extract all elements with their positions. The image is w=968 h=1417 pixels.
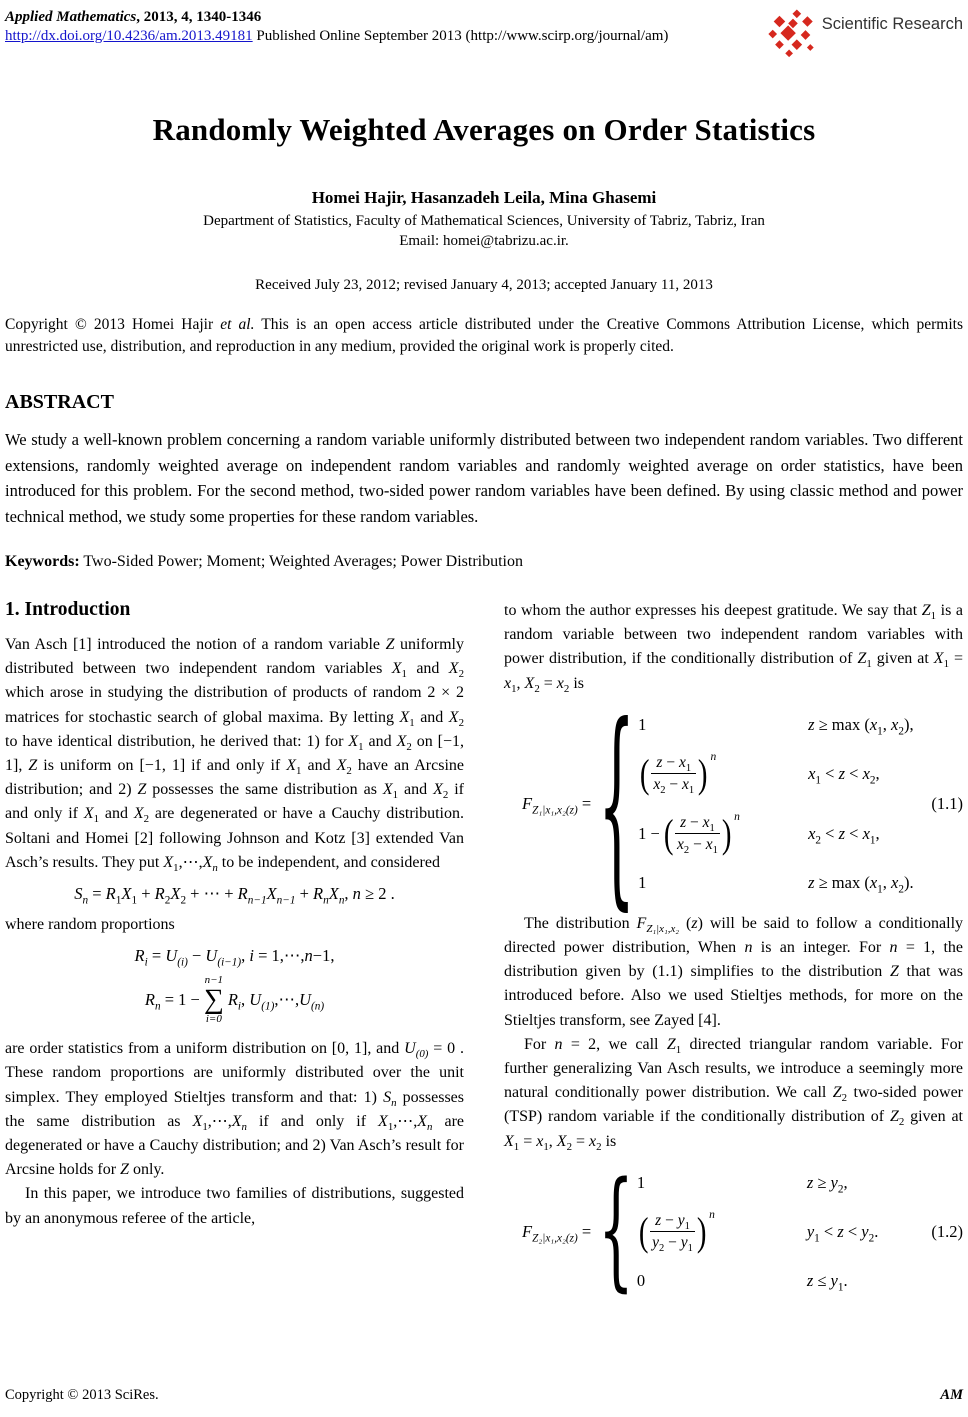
right-paragraph-3: For n = 2, we call $Z_1$ directed triangular random variable. For further generalizing Van Asch results, we introduce a seemingly more natural conditionally power distribution. We call $Z_2$ two-sided power (TSP) random variable if the conditionally distribution of $Z_2$ given at $X_1 = x_1$, $X_2 = x_2$ is (504, 1035, 964, 1153)
case-row: 0 $z \le y_1$. (636, 1270, 848, 1294)
summation-symbol (204, 975, 224, 1025)
footer-copyright: Copyright © 2013 SciRes. (5, 1387, 159, 1403)
right-column (504, 599, 963, 1310)
left-brace-icon: { (598, 1155, 634, 1306)
intro-paragraph-2: where random proportions (5, 916, 175, 934)
section-heading-introduction: 1. Introduction (5, 599, 131, 620)
affiliation: Department of Statistics, Faculty of Mathematical Sciences, University of Tabriz, Tabriz, Iran (203, 213, 765, 229)
equation-ri: $R_i = U_{(i)} - U_{(i-1)}$, i = 1,⋯,n−1, (134, 946, 335, 969)
equation-1-2-lhs: $F_{Z_2|x_1,x_2(z)}$ = (522, 1221, 592, 1245)
scirp-diamonds-icon (765, 8, 819, 62)
exponent: n (709, 1208, 715, 1221)
fraction: $\frac{z - y_1}{y_2 - y_1}$ (652, 1211, 693, 1255)
case-row: ( $\frac{z - y_1}{y_2 - y_1}$ ) n $y_1 < z < y_2$. (638, 1208, 879, 1255)
fraction: $\frac{z - x_1}{x_2 - x_1}$ (653, 753, 695, 797)
publisher-name-line2: Research (892, 15, 963, 33)
left-brace-icon: { (598, 678, 636, 930)
publisher-name (822, 15, 963, 62)
page-header (5, 8, 963, 62)
published-online: Published Online September 2013 (http://www.scirp.org/journal/am) (252, 28, 669, 44)
publisher-name-line1: Scientific (821, 15, 888, 33)
equation-sn: $S_n = R_1X_1 + R_2X_2$ + ⋯ + $R_{n-1}X_{n-1} + R_nX_n$, n ≥ 2 . (74, 884, 395, 907)
left-column (5, 599, 464, 1310)
two-column-body (5, 599, 963, 1310)
case-row: ( $\frac{z - x_1}{x_2 - x_1}$ ) n $x_1 < z < x_2$, (639, 750, 880, 797)
sigma-icon: ∑ (203, 984, 224, 1016)
email: Email: homei@tabrizu.ac.ir. (399, 233, 569, 249)
footer-journal-abbrev: AM (940, 1387, 963, 1403)
intro-paragraph-3: are order statistics from a uniform distribution on [0, 1], and $U_{(0)} = 0$ . These random proportions are uniformly distributed over the unit simplex. They employed Stieltjes transform and that: 1) $S_n$ possesses the same distribution as $X_1,\cdots,X_n$ if and only if $X_1,\cdots,X_n$ are degenerated or have a Cauchy distribution; and 2) Van Asch’s result for Arcsine holds for Z only. (5, 1040, 465, 1179)
right-paragraph-1: to whom the author expresses his deepest gratitude. We say that $Z_1$ is a random variable between two independent random variables with power distribution, if the conditionally distribution of $Z_1$ given at $X_1 = x_1$, $X_2 = x_2$ is (504, 602, 964, 695)
keywords-line (5, 553, 963, 571)
journal-citation: Applied Mathematics, 2013, 4, 1340-1346 (5, 9, 262, 25)
case-row: 1 $z \ge \max (x_1$, $x_2$). (638, 872, 914, 896)
sum-lower-limit: i=0 (205, 1013, 222, 1026)
exponent: n (710, 750, 717, 763)
equation-1-2-cases (637, 1164, 879, 1300)
copyright-notice: Copyright © 2013 Homei Hajir et al. This is an open access article distributed under the Creative Commons Attribution License, which permits unrestricted use, distribution, and reproduction in any medium, provided the original work is properly cited. (5, 316, 963, 355)
intro-paragraph-1: Van Asch [1] introduced the notion of a random variable Z uniformly distributed between two independent random variables $X_1$ and $X_2$ which arose in studying the distribution of products of random 2 × 2 matrices for stochastic search of global maxima. By letting $X_1$ and $X_2$ to have identical distribution, he derived that: 1) for $X_1$ and $X_2$ on [−1, 1], Z is uniform on [−1, 1] if and only if $X_1$ and $X_2$ have an Arcsine distribution; and 2) Z possesses the same distribution as $X_1$ and $X_2$ if and only if $X_1$ and $X_2$ are degenerated or have a Cauchy distribution. Soltani and Homei [2] following Johnson and Kotz [3] extended Van Asch’s results. They put $X_1,\cdots,X_n$ to be independent, and considered (5, 636, 465, 875)
sum-upper-limit: n−1 (204, 974, 224, 987)
abstract-heading: ABSTRACT (5, 391, 114, 413)
keywords-label: Keywords: (5, 553, 80, 570)
equation-1-2 (504, 1155, 963, 1306)
equation-rn-left: $R_n = 1$ − (144, 990, 200, 1013)
keywords-list: Two-Sided Power; Moment; Weighted Averages; Power Distribution (79, 553, 523, 570)
equation-1-1-cases (638, 706, 914, 902)
intro-paragraph-4: In this paper, we introduce two families of distributions, suggested by an anonymous referee of the article, (5, 1185, 464, 1227)
doi-link[interactable]: http://dx.doi.org/10.4236/am.2013.49181 (5, 28, 253, 44)
equation-1-1-lhs: $F_{Z_1|x_1,x_2(z)}$ = (522, 793, 592, 817)
equation-rn-right: $R_i$, $U_{(1)},\cdots,U_{(n)}$ (227, 990, 325, 1013)
case-row: 1 $z \ge y_2$, (636, 1172, 848, 1196)
page-footer (5, 1387, 963, 1404)
authors: Homei Hajir, Hasanzadeh Leila, Mina Ghasemi (311, 188, 657, 207)
publisher-logo (765, 8, 963, 62)
case-row: 1 $z \ge \max (x_1$, $x_2$), (638, 714, 914, 738)
received-dates: Received July 23, 2012; revised January 4, 2013; accepted January 11, 2013 (255, 277, 713, 293)
equation-1-1 (504, 678, 963, 930)
doi-line (5, 27, 668, 46)
case-row: 1 − ( $\frac{z - x_1}{x_2 - x_1}$ ) n $x_2 < z < x_1$, (638, 810, 880, 857)
equation-number: (1.1) (931, 793, 963, 813)
equation-number: (1.2) (931, 1221, 963, 1241)
equation-rn (5, 975, 464, 1025)
abstract-text: We study a well-known problem concerning a random variable uniformly distributed between two independent random variables. Two different extensions, randomly weighted average on independent random variables and randomly weighted average on order statistics, have been introduced for this problem. For the second method, two-sided power random variables have been defined. By using classic method and power technical method, we study some properties for these random variables. (5, 430, 963, 526)
right-paragraph-2: The distribution $F_{Z_1|x_1,x_2}$ (z) will be said to follow a conditionally directed power distribution, When n is an integer. For n = 1, the distribution given by (1.1) simplifies to the distribution Z that was introduced before. Also we used Stieltjes methods, for more on the Stieltjes transform, see Zayed [4]. (504, 914, 964, 1029)
journal-info (5, 8, 668, 46)
exponent: n (734, 810, 740, 823)
paper-title: Randomly Weighted Averages on Order Statistics (152, 112, 816, 147)
fraction: $\frac{z - x_1}{x_2 - x_1}$ (677, 813, 718, 857)
